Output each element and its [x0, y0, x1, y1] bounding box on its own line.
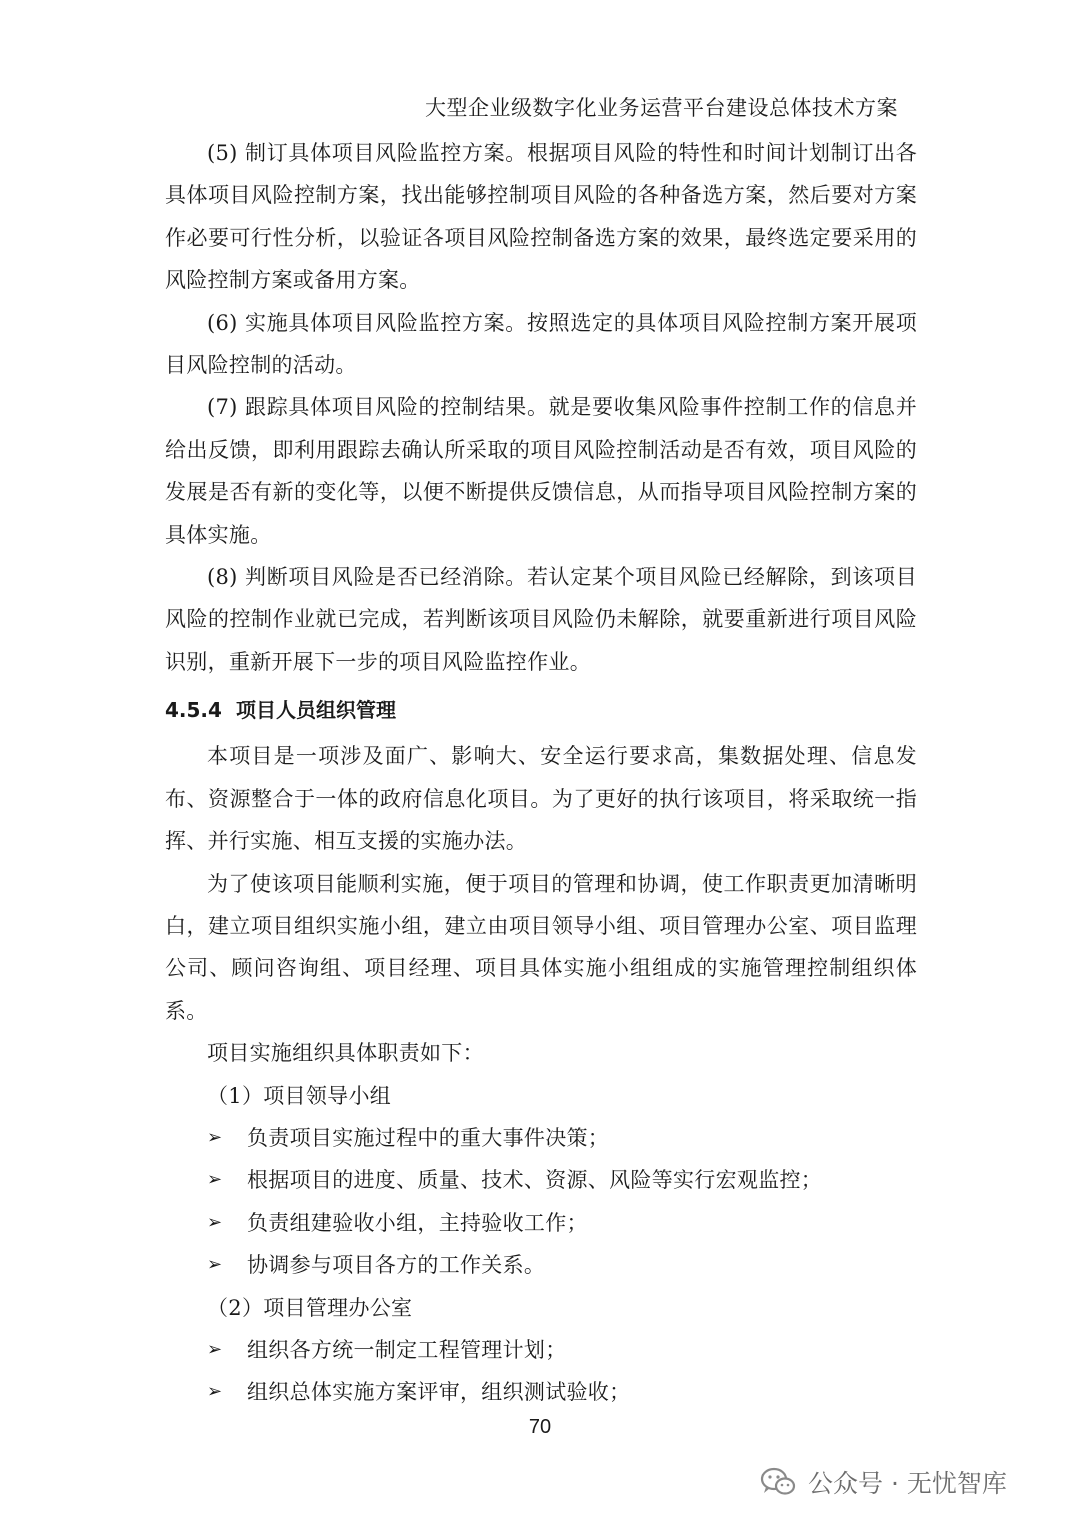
list-item: ➢ 组织各方统一制定工程管理计划； [165, 1329, 917, 1371]
list-item: ➢ 负责组建验收小组，主持验收工作； [165, 1202, 917, 1244]
list-item: ➢ 负责项目实施过程中的重大事件决策； [165, 1117, 917, 1159]
list-item: ➢ 协调参与项目各方的工作关系。 [165, 1244, 917, 1286]
page-number: 70 [528, 1416, 552, 1438]
section-title: 项目人员组织管理 [235, 698, 396, 723]
watermark [760, 1464, 1007, 1500]
group-office-title: （2）项目管理办公室 [207, 1295, 413, 1320]
paragraph-organization: 为了使该项目能顺利实施，便于项目的管理和协调，使工作职责更加清晰明白，建立项目组织实施小组，建立由项目领导小组、项目管理办公室、项目监理公司、顾问咨询组、项目经理、项目具体实施小组组成的实施管理控制组织体系。 [165, 871, 917, 1023]
document-body [165, 132, 917, 1414]
list-item: ➢ 根据项目的进度、质量、技术、资源、风险等实行宏观监控； [165, 1159, 917, 1201]
list-item: ➢ 组织总体实施方案评审，组织测试验收； [165, 1371, 917, 1413]
bullet-arrow-icon: ➢ [207, 1169, 223, 1191]
paragraph-step-7: (7) 跟踪具体项目风险的控制结果。就是要收集风险事件控制工作的信息并给出反馈，即利用跟踪去确认所采取的项目风险控制活动是否有效，项目风险的发展是否有新的变化等，以便不断提供反馈信息，从而指导项目风险控制方案的具体实施。 [165, 395, 917, 547]
bullet-arrow-icon: ➢ [207, 1381, 223, 1403]
group-leadership-list [165, 1117, 917, 1287]
page-header: 大型企业级数字化业务运营平台建设总体技术方案 [425, 96, 898, 120]
group-office-list [165, 1329, 917, 1414]
wechat-icon [760, 1467, 796, 1497]
watermark-text: 公众号 · 无忧智库 [808, 1469, 1007, 1498]
bullet-arrow-icon: ➢ [207, 1126, 223, 1148]
paragraph-duties-intro: 项目实施组织具体职责如下： [207, 1041, 484, 1066]
bullet-arrow-icon: ➢ [207, 1254, 223, 1276]
section-number: 4.5.4 [165, 698, 222, 723]
paragraph-project-intro: 本项目是一项涉及面广、影响大、安全运行要求高，集数据处理、信息发布、资源整合于一体的政府信息化项目。为了更好的执行该项目，将采取统一指挥、并行实施、相互支援的实施办法。 [165, 744, 917, 854]
paragraph-step-8: (8) 判断项目风险是否已经消除。若认定某个项目风险已经解除，到该项目风险的控制作业就已完成，若判断该项目风险仍未解除，就要重新进行项目风险识别，重新开展下一步的项目风险监控作业。 [165, 565, 917, 674]
bullet-arrow-icon: ➢ [207, 1211, 223, 1233]
paragraph-step-6: (6) 实施具体项目风险监控方案。按照选定的具体项目风险控制方案开展项目风险控制的活动。 [165, 310, 917, 378]
paragraph-step-5: (5) 制订具体项目风险监控方案。根据项目风险的特性和时间计划制订出各具体项目风险控制方案，找出能够控制项目风险的各种备选方案，然后要对方案作必要可行性分析，以验证各项目风险控制备选方案的效果，最终选定要采用的风险控制方案或备用方案。 [165, 141, 917, 293]
section-heading [165, 689, 917, 731]
bullet-arrow-icon: ➢ [207, 1338, 223, 1360]
group-leadership-title: （1）项目领导小组 [207, 1083, 392, 1108]
